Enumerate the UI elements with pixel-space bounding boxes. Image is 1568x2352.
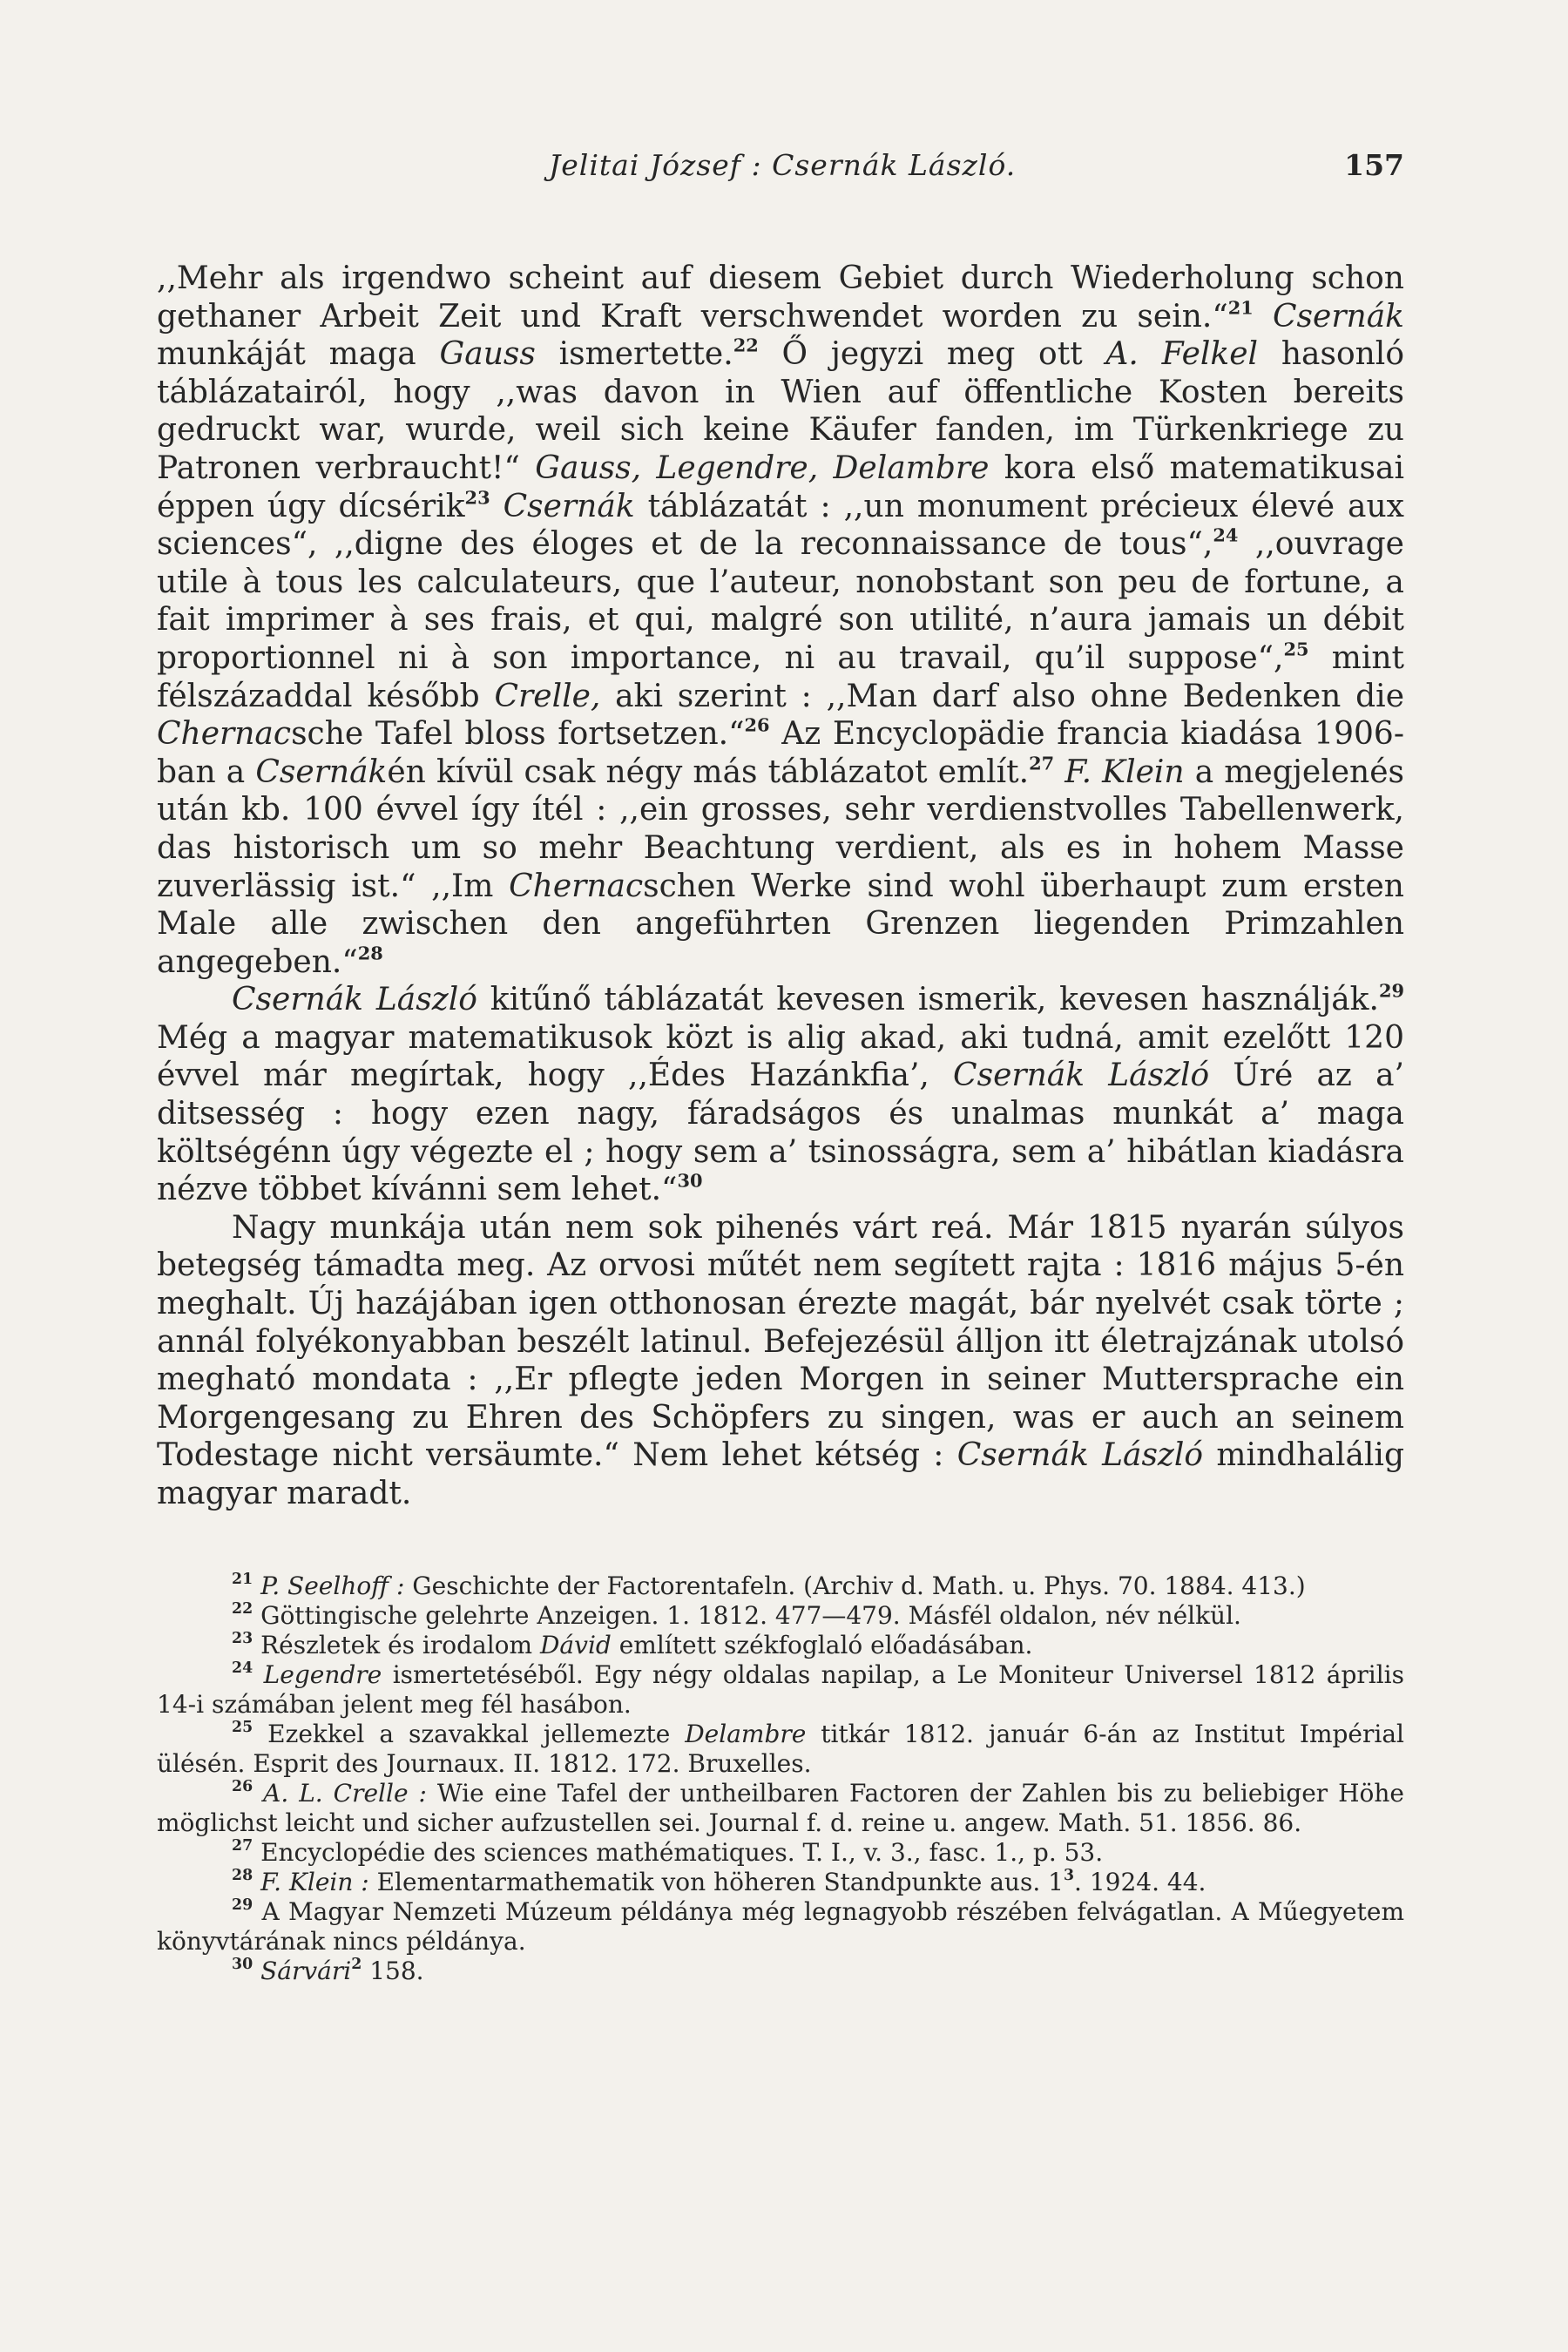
footnote	[157, 1601, 1404, 1631]
body-paragraph	[157, 981, 1404, 1209]
text-run: Nagy munkája után nem sok pihenés várt reá. Már 1815 nyarán súlyos betegség támadta meg. Az orvosi műtét nem segített rajta : 1816 május 5-én meghalt. Új hazájában igen otthonosan érezte magát, bár nyelvét csak törte ; annál folyékonyabban beszélt latinul. Befejezésül álljon itt életrajzának utolsó megható mondata : ,,Er pflegte jeden Morgen in seiner Muttersprache ein Morgengesang zu Ehren des Schöpfers zu singen, was er auch an seinem Todestage nicht versäumte.“ Nem lehet kétség :	[157, 1209, 1404, 1474]
text-run	[1054, 754, 1064, 790]
footnote-ref: 25	[1283, 638, 1309, 660]
text-run: ismertette.	[535, 336, 733, 373]
italic-text: P. Seelhoff :	[260, 1571, 405, 1600]
italic-text: Csernák László	[956, 1437, 1204, 1474]
footnote	[157, 1571, 1404, 1601]
footnote-number: 27	[232, 1836, 253, 1855]
text-run: ,,Mehr als irgendwo scheint auf diesem Gebiet durch Wiederholung schon gethaner Arbeit Zeit und Kraft verschwendet worden zu sein.“	[157, 260, 1404, 335]
text-run: a megjelenés után kb. 100 évvel így ítél : ,,ein grosses, sehr verdienstvolles Tabellenwerk, das historisch um so mehr Beachtung verdient, als es in hohem Masse zuverlässig ist.“ ,,Im	[157, 754, 1405, 904]
text-run: mint félszázaddal később	[157, 639, 1404, 714]
text-run: említett székfoglaló előadásában.	[611, 1631, 1033, 1659]
text-run: titkár 1812. január 6-án az Institut Impérial ülésén. Esprit des Journaux. II. 1812. 172. Bruxelles.	[157, 1720, 1404, 1778]
footnote-ref: 22	[733, 334, 759, 356]
italic-text: F. Klein	[1064, 754, 1185, 790]
text-run: kitűnő táblázatát kevesen ismerik, kevesen használják.	[476, 982, 1379, 1018]
text-run: Elementarmathematik von höheren Standpunkte aus. 1	[368, 1868, 1064, 1896]
body-paragraph	[157, 1209, 1404, 1513]
text-run: Ő jegyzi meg ott	[758, 336, 1106, 373]
text-run: aki szerint : ,,Man darf also ohne Bedenken die	[600, 678, 1404, 714]
italic-text: Dávid	[539, 1631, 612, 1659]
body-paragraph	[157, 260, 1404, 981]
footnote-number: 23	[232, 1629, 253, 1647]
text-run: mindhalálig magyar maradt.	[157, 1437, 1404, 1511]
italic-text: F. Klein :	[260, 1868, 369, 1896]
italic-text: Delambre	[685, 1720, 807, 1748]
footnote	[157, 1660, 1404, 1720]
text-run: hasonló táblázatairól, hogy ,,was davon in Wien auf öffentliche Kosten bereits gedruckt war, wurde, weil sich keine Käufer fanden, im Türkenkriege zu Patronen verbraucht!“	[157, 336, 1404, 486]
italic-text: Csernák László	[953, 1058, 1210, 1094]
footnote-ref: 24	[1213, 524, 1239, 546]
body-text	[157, 260, 1404, 1513]
footnote-ref: 28	[357, 942, 383, 964]
italic-text: Csernák	[1273, 298, 1404, 335]
footnote	[157, 1720, 1404, 1779]
footnotes	[157, 1571, 1404, 1986]
text-run: . 1924. 44.	[1074, 1868, 1206, 1896]
page-header	[157, 148, 1404, 200]
italic-text: Csernák	[503, 488, 635, 524]
italic-text: Csernák	[255, 754, 388, 790]
text-run: munkáját maga	[157, 336, 440, 373]
italic-text: Csernák László	[232, 982, 477, 1018]
footnote	[157, 1897, 1404, 1957]
footnote-number: 21	[232, 1570, 253, 1588]
text-run: sche Tafel bloss fortsetzen.“	[291, 716, 745, 753]
text-run: táblázatát : ,,un monument précieux élevé aux sciences“, ,,digne des éloges et de la reconnaissance de tous“,	[157, 488, 1404, 563]
footnote	[157, 1868, 1404, 1897]
footnote-ref: 21	[1227, 295, 1254, 318]
footnote-ref: 23	[464, 485, 490, 508]
italic-text: A. Felkel	[1105, 336, 1259, 373]
running-title: Jelitai József : Csernák László.	[549, 148, 1017, 182]
footnote	[157, 1838, 1404, 1868]
text-run: Részletek és irodalom	[260, 1631, 540, 1659]
italic-text: Chernac	[157, 716, 292, 753]
footnote-ref: 30	[677, 1169, 703, 1192]
text-run	[490, 489, 504, 524]
text-run: Úré az a’ ditsesség : hogy ezen nagy, fáradságos és unalmas munkát a’ maga költségénn úgy végezte el ; hogy sem a’ tsinosságra, sem a’ hibátlan kiadásra nézve többet kívánni sem lehet.“	[157, 1058, 1404, 1208]
footnote-ref: 2	[351, 1955, 362, 1973]
footnote-number: 29	[232, 1896, 253, 1914]
italic-text: Gauss, Legendre, Delambre	[535, 449, 990, 486]
text-run: schen Werke sind wohl überhaupt zum ersten Male alle zwischen den angeführten Grenzen liegenden Primzahlen angegeben.“	[157, 868, 1404, 980]
footnote-number: 26	[232, 1777, 253, 1795]
text-run: ismertetéséből. Egy négy oldalas napilap, a Le Moniteur Universel 1812 április 14-i számában jelent meg fél hasábon.	[157, 1660, 1404, 1719]
text-run: ,,ouvrage utile à tous les calculateurs, que l’auteur, nonobstant son peu de fortune, a fait imprimer à ses frais, et qui, malgré son utilité, n’aura jamais un débit proportionnel ni à son importance, ni au travail, qu’il suppose“,	[157, 526, 1404, 676]
italic-text: Legendre	[263, 1660, 382, 1689]
text-run: A Magyar Nemzeti Múzeum példánya még legnagyobb részében felvágatlan. A Műegyetem könyvtárának nincs példánya.	[157, 1897, 1404, 1956]
text-run: Még a magyar matematikusok közt is alig akad, aki tudná, amit ezelőtt 120 évvel már megírtak, hogy ,,Édes Hazánkfia’,	[157, 1019, 1404, 1094]
footnote-number: 24	[232, 1659, 253, 1677]
text-run: Geschichte der Factorentafeln. (Archiv d. Math. u. Phys. 70. 1884. 413.)	[404, 1571, 1306, 1600]
footnote-ref: 29	[1378, 979, 1405, 1002]
italic-text: Crelle,	[494, 678, 601, 714]
page-number: 157	[1344, 148, 1404, 182]
footnote-number: 22	[232, 1599, 253, 1618]
text-run: Göttingische gelehrte Anzeigen. 1. 1812. 477—479. Másfél oldalon, név nélkül.	[260, 1601, 1241, 1630]
footnote-ref: 26	[744, 713, 770, 736]
text-run: Ezekkel a szavakkal jellemezte	[267, 1720, 686, 1748]
text-run	[1254, 299, 1273, 335]
italic-text: Chernac	[509, 868, 644, 904]
text-run: Wie eine Tafel der untheilbaren Factoren der Zahlen bis zu beliebiger Höhe möglichst leicht und sicher aufzustellen sei. Journal f. d. reine u. angew. Math. 51. 1856. 86.	[157, 1779, 1404, 1837]
italic-text: Sárvári	[260, 1957, 352, 1985]
text-run: Az Encyclopädie francia kiadása 1906-ban a	[157, 716, 1404, 790]
footnote	[157, 1631, 1404, 1660]
text-run: kora első matematikusai éppen úgy dícsérik	[157, 449, 1405, 524]
footnote-number: 25	[232, 1718, 253, 1736]
footnote	[157, 1957, 1404, 1986]
text-run: én kívül csak négy más táblázatot említ.	[387, 754, 1030, 790]
footnote	[157, 1779, 1404, 1838]
footnote-ref: 27	[1029, 752, 1055, 774]
footnote-ref: 3	[1063, 1866, 1075, 1884]
text-run: Encyclopédie des sciences mathématiques. T. I., v. 3., fasc. 1., p. 53.	[260, 1838, 1104, 1867]
italic-text: A. L. Crelle :	[263, 1779, 427, 1808]
text-run: 158.	[362, 1957, 424, 1985]
footnote-number: 28	[232, 1866, 253, 1884]
italic-text: Gauss	[439, 336, 536, 373]
footnote-number: 30	[232, 1955, 253, 1973]
